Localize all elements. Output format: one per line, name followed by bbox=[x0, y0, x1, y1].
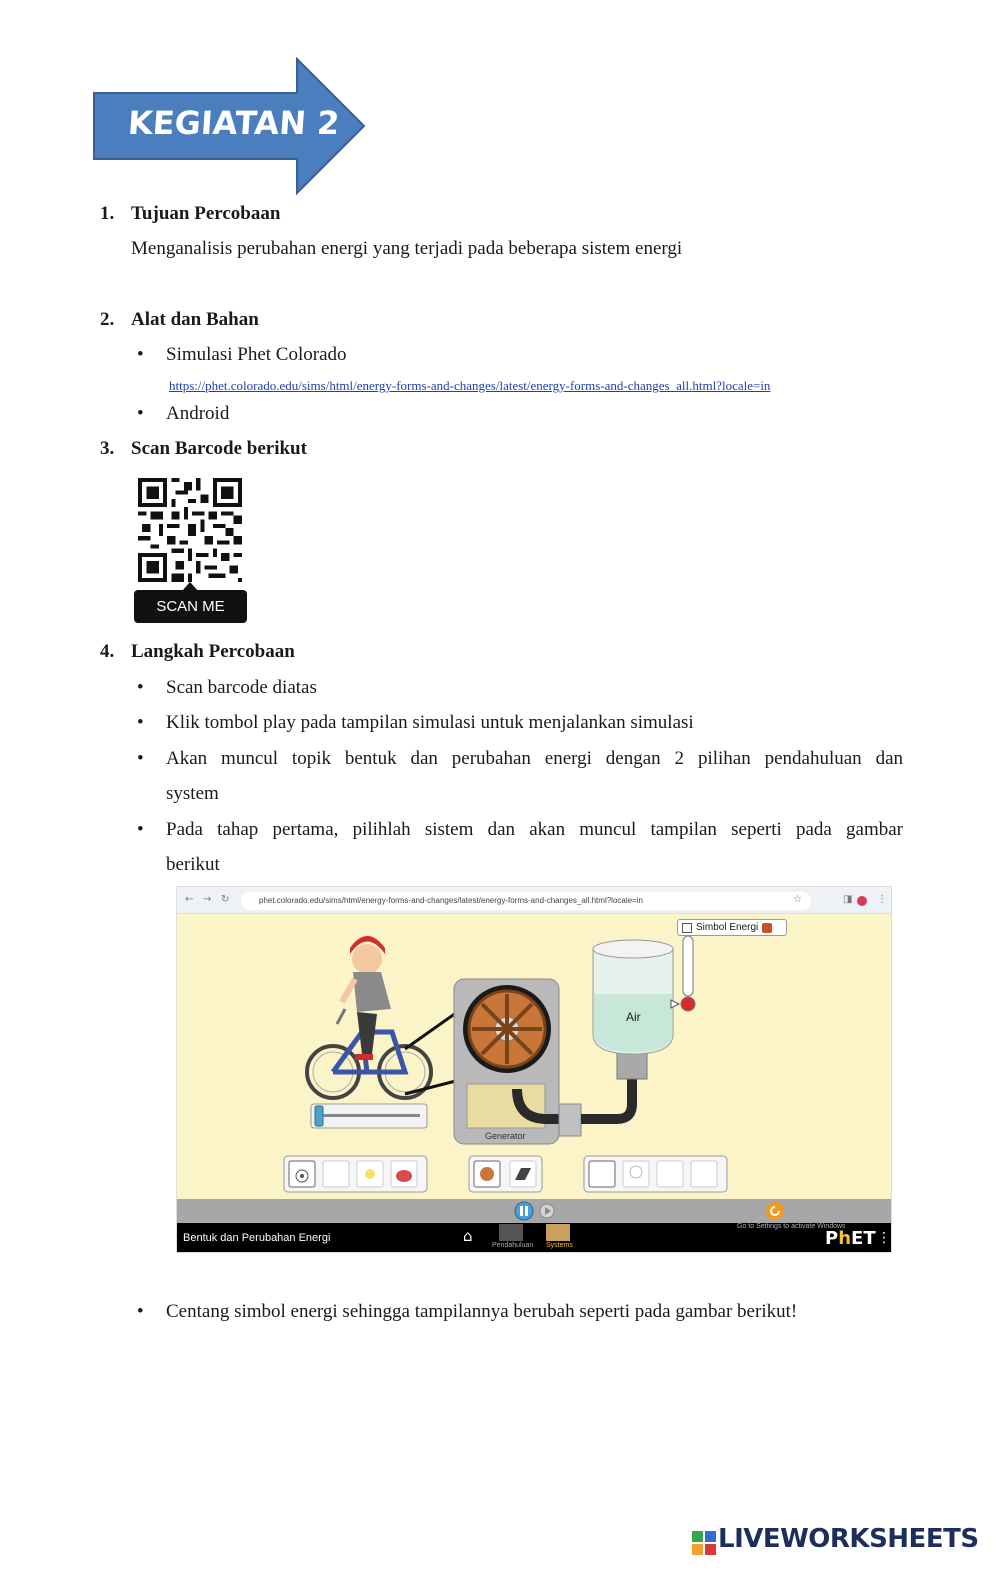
phet-link[interactable]: https://phet.colorado.edu/sims/html/energy-forms-and-changes/latest/energy-forms-and-changes_all.html?locale=in bbox=[169, 378, 771, 393]
navigation-bar bbox=[177, 1223, 892, 1253]
water-label: Air bbox=[626, 1010, 641, 1024]
generator-label: Generator bbox=[485, 1131, 526, 1141]
star-icon: ☆ bbox=[793, 894, 802, 905]
phet-logo: PhET bbox=[825, 1228, 876, 1249]
simulation-scene bbox=[177, 914, 892, 1199]
tab-pendahuluan[interactable]: Pendahuluan bbox=[492, 1242, 534, 1249]
back-icon: ← bbox=[185, 894, 194, 905]
section-3-heading: 3. Scan Barcode berikut bbox=[100, 438, 307, 459]
activation-note: Go to Settings to activate Windows bbox=[737, 1223, 846, 1230]
tab-systems[interactable]: Systems bbox=[546, 1242, 573, 1249]
liveworksheets-logo-icon bbox=[692, 1531, 716, 1555]
section-1-heading: 1. Tujuan Percobaan bbox=[100, 203, 281, 224]
simulation-screenshot bbox=[176, 886, 892, 1253]
playback-controls bbox=[177, 1199, 892, 1223]
scan-me-label: SCAN ME bbox=[134, 590, 247, 623]
forward-icon: → bbox=[203, 894, 212, 905]
reset-button[interactable] bbox=[765, 1201, 785, 1221]
tab-pendahuluan-thumb[interactable] bbox=[499, 1224, 523, 1241]
slider-handle bbox=[315, 1106, 323, 1126]
thermometer-icon bbox=[671, 936, 695, 1011]
section-2-heading: 2. Alat dan Bahan bbox=[100, 309, 259, 330]
simulation-title: Bentuk dan Perubahan Energi bbox=[183, 1232, 331, 1244]
energy-symbol-checkbox[interactable]: Simbol Energi bbox=[677, 919, 787, 936]
step-button[interactable] bbox=[539, 1203, 555, 1219]
profile-avatar bbox=[857, 896, 867, 906]
water-tank-icon bbox=[593, 940, 673, 1054]
section-1-body: Menganalisis perubahan energi yang terjadi pada beberapa sistem energi bbox=[131, 238, 683, 259]
url-bar[interactable]: phet.colorado.edu/sims/html/energy-forms-and-changes/latest/energy-forms-and-changes_all.html?locale=in bbox=[241, 892, 811, 910]
tab-systems-thumb[interactable] bbox=[546, 1224, 570, 1241]
sim-menu-icon[interactable]: ⋮ bbox=[877, 1230, 891, 1246]
home-icon[interactable]: ⌂ bbox=[463, 1227, 473, 1245]
sidebar-icon: ◨ bbox=[843, 894, 853, 905]
banner-title: KEGIATAN 2 bbox=[126, 104, 341, 142]
qr-code-icon bbox=[138, 478, 242, 582]
footer-brand: LIVEWORKSHEETS bbox=[718, 1524, 979, 1554]
pause-button[interactable] bbox=[514, 1201, 534, 1221]
cyclist-icon bbox=[342, 936, 391, 1060]
browser-toolbar bbox=[177, 887, 892, 914]
reload-icon: ↻ bbox=[221, 894, 230, 905]
section-4-heading: 4. Langkah Percobaan bbox=[100, 641, 295, 662]
menu-icon: ⋮ bbox=[877, 894, 887, 905]
